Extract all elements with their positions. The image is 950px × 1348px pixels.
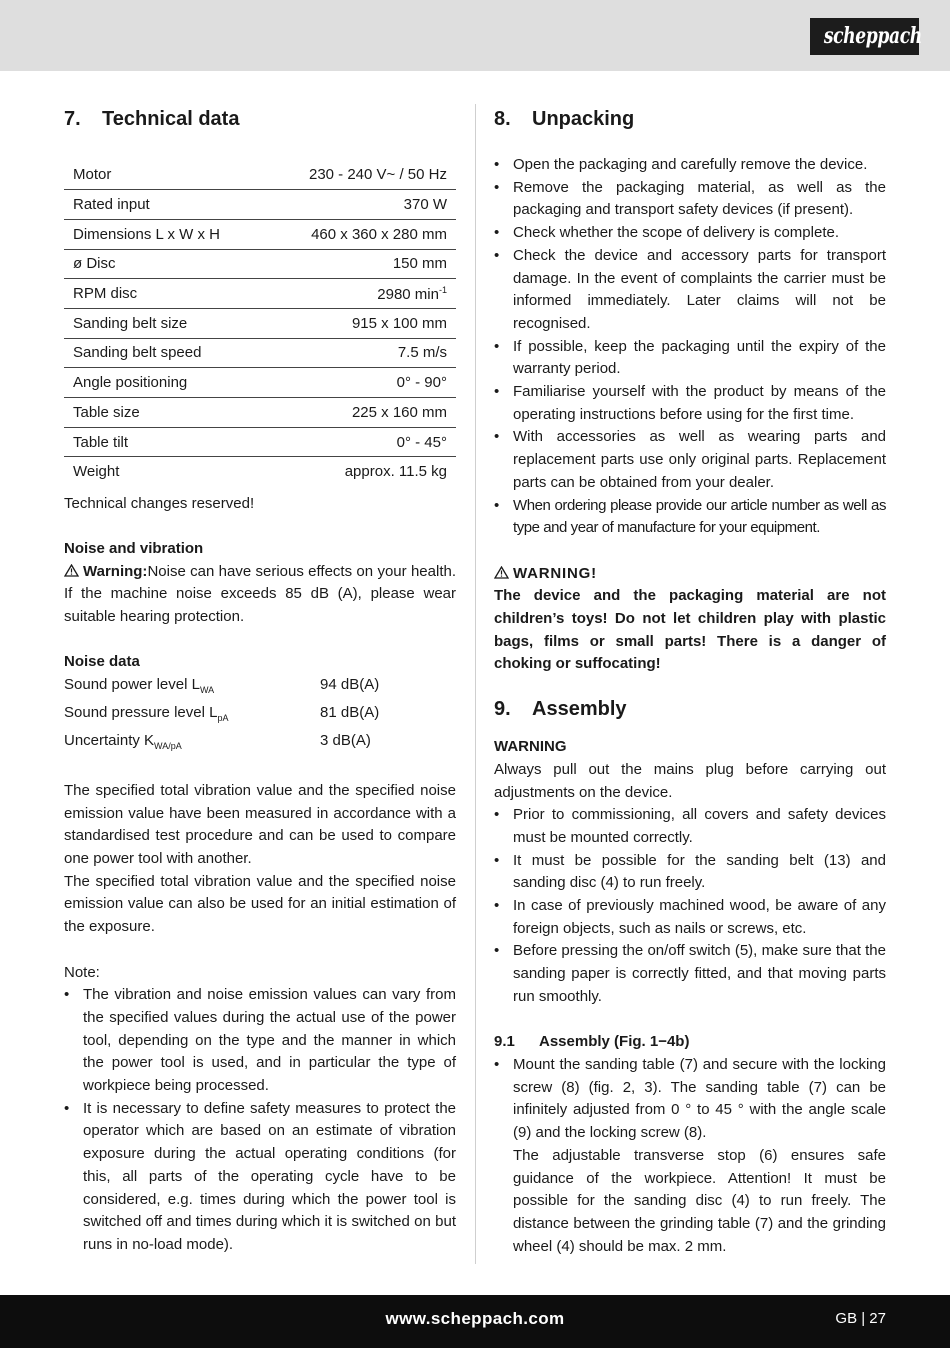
spec-value: 915 x 100 mm [265, 308, 456, 338]
spec-value: 370 W [265, 190, 456, 220]
right-column [494, 104, 886, 1258]
spec-label: RPM disc [64, 279, 265, 309]
technical-changes-note: Technical changes reserved! [64, 494, 255, 512]
technical-data-table [64, 160, 456, 487]
list-item: • Open the packaging and carefully remove the device. [494, 154, 886, 177]
table-row [64, 457, 456, 487]
spec-label: Rated input [64, 190, 265, 220]
list-item: • Check the device and accessory parts for transport damage. In the event of complaints the carrier must be informed immediately. Later claims will not be recognised. [494, 245, 886, 336]
table-row [64, 398, 456, 428]
left-column [64, 104, 456, 1257]
table-row [64, 190, 456, 220]
assembly-warning-text: Always pull out the mains plug before carrying out adjustments on the device. [494, 760, 886, 801]
list-item: • In case of previously machined wood, be aware of any foreign objects, such as nails or screws, etc. [494, 895, 886, 940]
warning-triangle-icon [64, 564, 79, 577]
spec-label: Sanding belt speed [64, 338, 265, 368]
spec-value: 0° - 45° [265, 427, 456, 457]
noise-data-row: Uncertainty $K_{WA/pA}$ 3 dB(A) [64, 731, 371, 751]
assembly-list [494, 804, 886, 1008]
noise-vibration-heading: Noise and vibration [64, 539, 204, 557]
spec-label: Angle positioning [64, 368, 265, 398]
spec-label: Table size [64, 398, 265, 428]
spec-label: ø Disc [64, 249, 265, 279]
website-link[interactable]: www.scheppach.com [385, 1309, 565, 1328]
list-item: • Prior to commissioning, all covers and safety devices must be mounted correctly. [494, 804, 886, 849]
table-row [64, 368, 456, 398]
unpacking-list [494, 154, 886, 540]
table-row [64, 249, 456, 279]
page-number: GB | 27 [835, 1310, 886, 1327]
list-item: • Before pressing the on/off switch (5), make sure that the sanding paper is correctly fitted, and that moving parts run smoothly. [494, 940, 886, 1008]
noise-data-row: Sound power level $L_{WA}$ 94 dB(A) [64, 676, 380, 696]
spec-label: Motor [64, 160, 265, 190]
spec-value: 2980 $\min^{-1}$ [265, 279, 456, 309]
brand-logo: scheppach [810, 18, 919, 55]
list-item: • Mount the sanding table (7) and secure with the locking screw (8) (fig. 2, 3). The sanding table (7) can be infinitely adjusted from 0 ° to 45 ° with the angle scale (9) and the locking screw (8). The adjustable transverse stop (6) ensures safe guidance of the workpiece. Attention! It must be possible for the sanding disc (4) to run freely. The distance between the grinding table (7) and the grinding wheel (4) should be max. 2 mm. [494, 1054, 886, 1258]
spec-value: 150 mm [265, 249, 456, 279]
spec-value: approx. 11.5 kg [344, 463, 447, 481]
section-8-heading: 8. Unpacking [494, 107, 635, 130]
assembly-warning-heading: WARNING [494, 738, 567, 756]
table-row [64, 219, 456, 249]
table-row [64, 279, 456, 309]
list-item: • If possible, keep the packaging until the expiry of the warranty period. [494, 336, 886, 381]
noise-warning-paragraph: Warning:Noise can have serious effects on your health. If the machine noise exceeds 85 dB (A), please wear suitable hearing protection. [64, 562, 456, 626]
section-7-heading: 7. Technical data [64, 107, 240, 130]
table-row [64, 338, 456, 368]
list-item: • Familiarise yourself with the product by means of the operating instructions before using for the first time. [494, 381, 886, 426]
list-item: • When ordering please provide our article number as well as type and year of manufacture for your equipment. [494, 495, 886, 540]
section-9-heading: 9. Assembly [494, 697, 627, 720]
note-list [64, 984, 456, 1256]
noise-data-list [64, 674, 456, 757]
table-row [64, 308, 456, 338]
header-band [0, 0, 950, 71]
table-row [64, 427, 456, 457]
vibration-paragraph-1: The specified total vibration value and the specified noise emission value have been measured in accordance with a standardised test procedure and can be used to compare one power tool with another. [64, 781, 456, 868]
noise-data-heading: Noise data [64, 653, 140, 671]
vibration-paragraph-2: The specified total vibration value and the specified noise emission value can also be used for an initial estimation of the exposure. [64, 872, 456, 936]
list-item: • With accessories as well as wearing parts and replacement parts use only original parts. Replacement parts can be obtained from your dealer. [494, 426, 886, 494]
spec-value: 0° - 90° [265, 368, 456, 398]
list-item: • The vibration and noise emission values can vary from the specified values during the actual use of the power tool, depending on the type and the manner in which the power tool is used, and in particular the type of workpiece being processed. [64, 984, 456, 1098]
list-item: • It is necessary to define safety measures to protect the operator which are based on an estimate of vibration exposure during the actual operating conditions (for this, all parts of the operating cycle have to be considered, e.g. times during which the power tool is switched off and times during which it is switched on but runs in no-load mode). [64, 1098, 456, 1257]
noise-data-row: Sound pressure level $L_{pA}$ 81 dB(A) [64, 703, 380, 723]
children-warning-text: The device and the packaging material are not children’s toys! Do not let children play with plastic bags, films or small parts! There is a danger of choking or suffocating! [494, 587, 886, 673]
list-item: • Check whether the scope of delivery is complete. [494, 222, 886, 245]
spec-label: Weight [73, 463, 120, 481]
assembly-steps-list [494, 1054, 886, 1258]
list-item: • It must be possible for the sanding belt (13) and sanding disc (4) to run freely. [494, 850, 886, 895]
spec-value: 7.5 m/s [265, 338, 456, 368]
spec-label: Dimensions L x W x H [64, 219, 265, 249]
note-label: Note: [64, 963, 100, 981]
spec-value: 225 x 160 mm [265, 398, 456, 428]
subsection-9-1-heading: 9.1 Assembly (Fig. 1−4b) [494, 1033, 690, 1051]
spec-value: 230 - 240 V~ / 50 Hz [265, 160, 456, 190]
warning-triangle-icon [494, 566, 509, 579]
list-item: • Remove the packaging material, as well as the packaging and transport safety devices (if present). [494, 177, 886, 222]
spec-label: Table tilt [64, 427, 265, 457]
warning-heading: WARNING! [494, 563, 886, 586]
footer-bar [0, 1295, 950, 1348]
column-divider [475, 104, 476, 1264]
spec-value: 460 x 360 x 280 mm [265, 219, 456, 249]
table-row [64, 160, 456, 190]
spec-label: Sanding belt size [64, 308, 265, 338]
